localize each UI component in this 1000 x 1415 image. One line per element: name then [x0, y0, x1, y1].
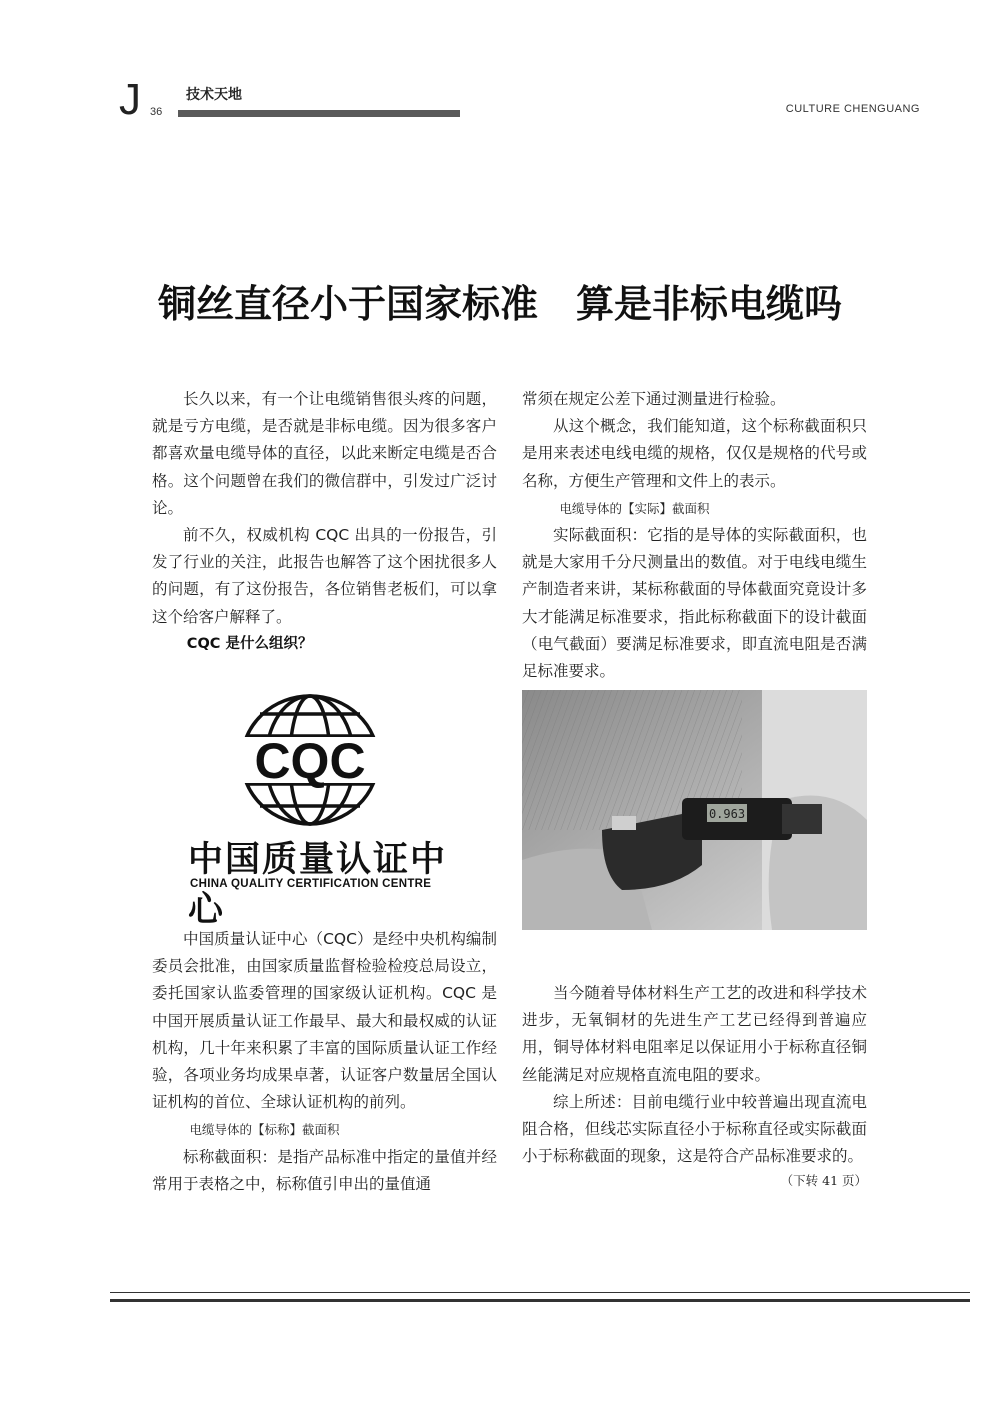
subheading: 电缆导体的【实际】截面积 — [559, 500, 710, 516]
left-column-lower — [152, 926, 497, 1198]
subheading: CQC 是什么组织？ — [186, 635, 313, 652]
paragraph: 从这个概念，我们能知道，这个标称截面积只是用来表述电线电缆的规格，仅仅是规格的代号或名称，方便生产管理和文件上的表示。 — [522, 417, 867, 490]
footer-rule — [110, 1292, 970, 1293]
right-column-lower — [522, 980, 867, 1192]
paragraph: 中国质量认证中心（CQC）是经中央机构编制委员会批准，由国家质量监督检验检疫总局设立，委托国家认监委管理的国家级认证机构。CQC 是中国开展质量认证工作最早、最大和最权威的认证机构，几十年来积累了丰富的国际质量认证工作经验，各项业务均成果卓著，认证客户数量居全国认证机构的首位、全球认证机构的前列。 — [152, 930, 497, 1112]
header-culture: CULTURE CHENGUANG — [785, 103, 920, 115]
paragraph: 长久以来，有一个让电缆销售很头疼的问题，就是亏方电缆，是否就是非标电缆。因为很多客户都喜欢量电缆导体的直径，以此来断定电缆是否合格。这个问题曾在我们的微信群中，引发过广泛讨论。 — [152, 390, 497, 517]
cqc-logo — [180, 690, 470, 930]
paragraph: 综上所述：目前电缆行业中较普遍出现直流电阻合格，但线芯实际直径小于标称直径或实际截面小于标称截面的现象，这是符合产品标准要求的。 — [522, 1092, 867, 1166]
continued-note: （下转 41 页） — [780, 1173, 867, 1189]
section-name: 技术天地 — [186, 87, 242, 103]
logo-letters: CQC — [254, 733, 366, 789]
micrometer-photo — [522, 690, 867, 930]
article-title: 铜丝直径小于国家标准 算是非标电缆吗 — [157, 281, 842, 326]
paragraph: 实际截面积：它指的是导体的实际截面积，也就是大家用千分尺测量出的数值。对于电线电缆生产制造者来讲，某标称截面的导体截面究竟设计多大才能满足标准要求，指此标称截面下的设计截面（电气截面）要满足标准要求，即直流电阻是否满足标准要求。 — [522, 526, 867, 681]
globe-icon — [180, 690, 470, 830]
subheading: 电缆导体的【标称】截面积 — [189, 1122, 340, 1138]
paragraph: 当今随着导体材料生产工艺的改进和科学技术进步，无氧铜材的先进生产工艺已经得到普遍应用，铜导体材料电阻率足以保证用小于标称直径铜丝能满足对应规格直流电阻的要求。 — [522, 984, 867, 1084]
paragraph: 标称截面积：是指产品标准中指定的量值并经常用于表格之中，标称值引申出的量值通 — [152, 1147, 497, 1193]
right-column — [522, 386, 867, 685]
paragraph: 前不久，权威机构 CQC 出具的一份报告，引发了行业的关注，此报告也解答了这个困扰很多人的问题，有了这份报告，各位销售老板们，可以拿这个给客户解释了。 — [152, 526, 497, 626]
page-number: 36 — [150, 106, 163, 118]
footer-rule-thick — [110, 1299, 970, 1302]
paragraph: 常须在规定公差下通过测量进行检验。 — [522, 390, 786, 408]
header-bar — [178, 110, 460, 117]
logo-chinese-name: 中国质量认证中心 — [188, 840, 448, 930]
micrometer-readout: 0.963 — [708, 807, 746, 821]
left-column — [152, 386, 497, 658]
header-letter: J — [119, 75, 141, 124]
logo-english-name: CHINA QUALITY CERTIFICATION CENTRE — [190, 878, 432, 890]
